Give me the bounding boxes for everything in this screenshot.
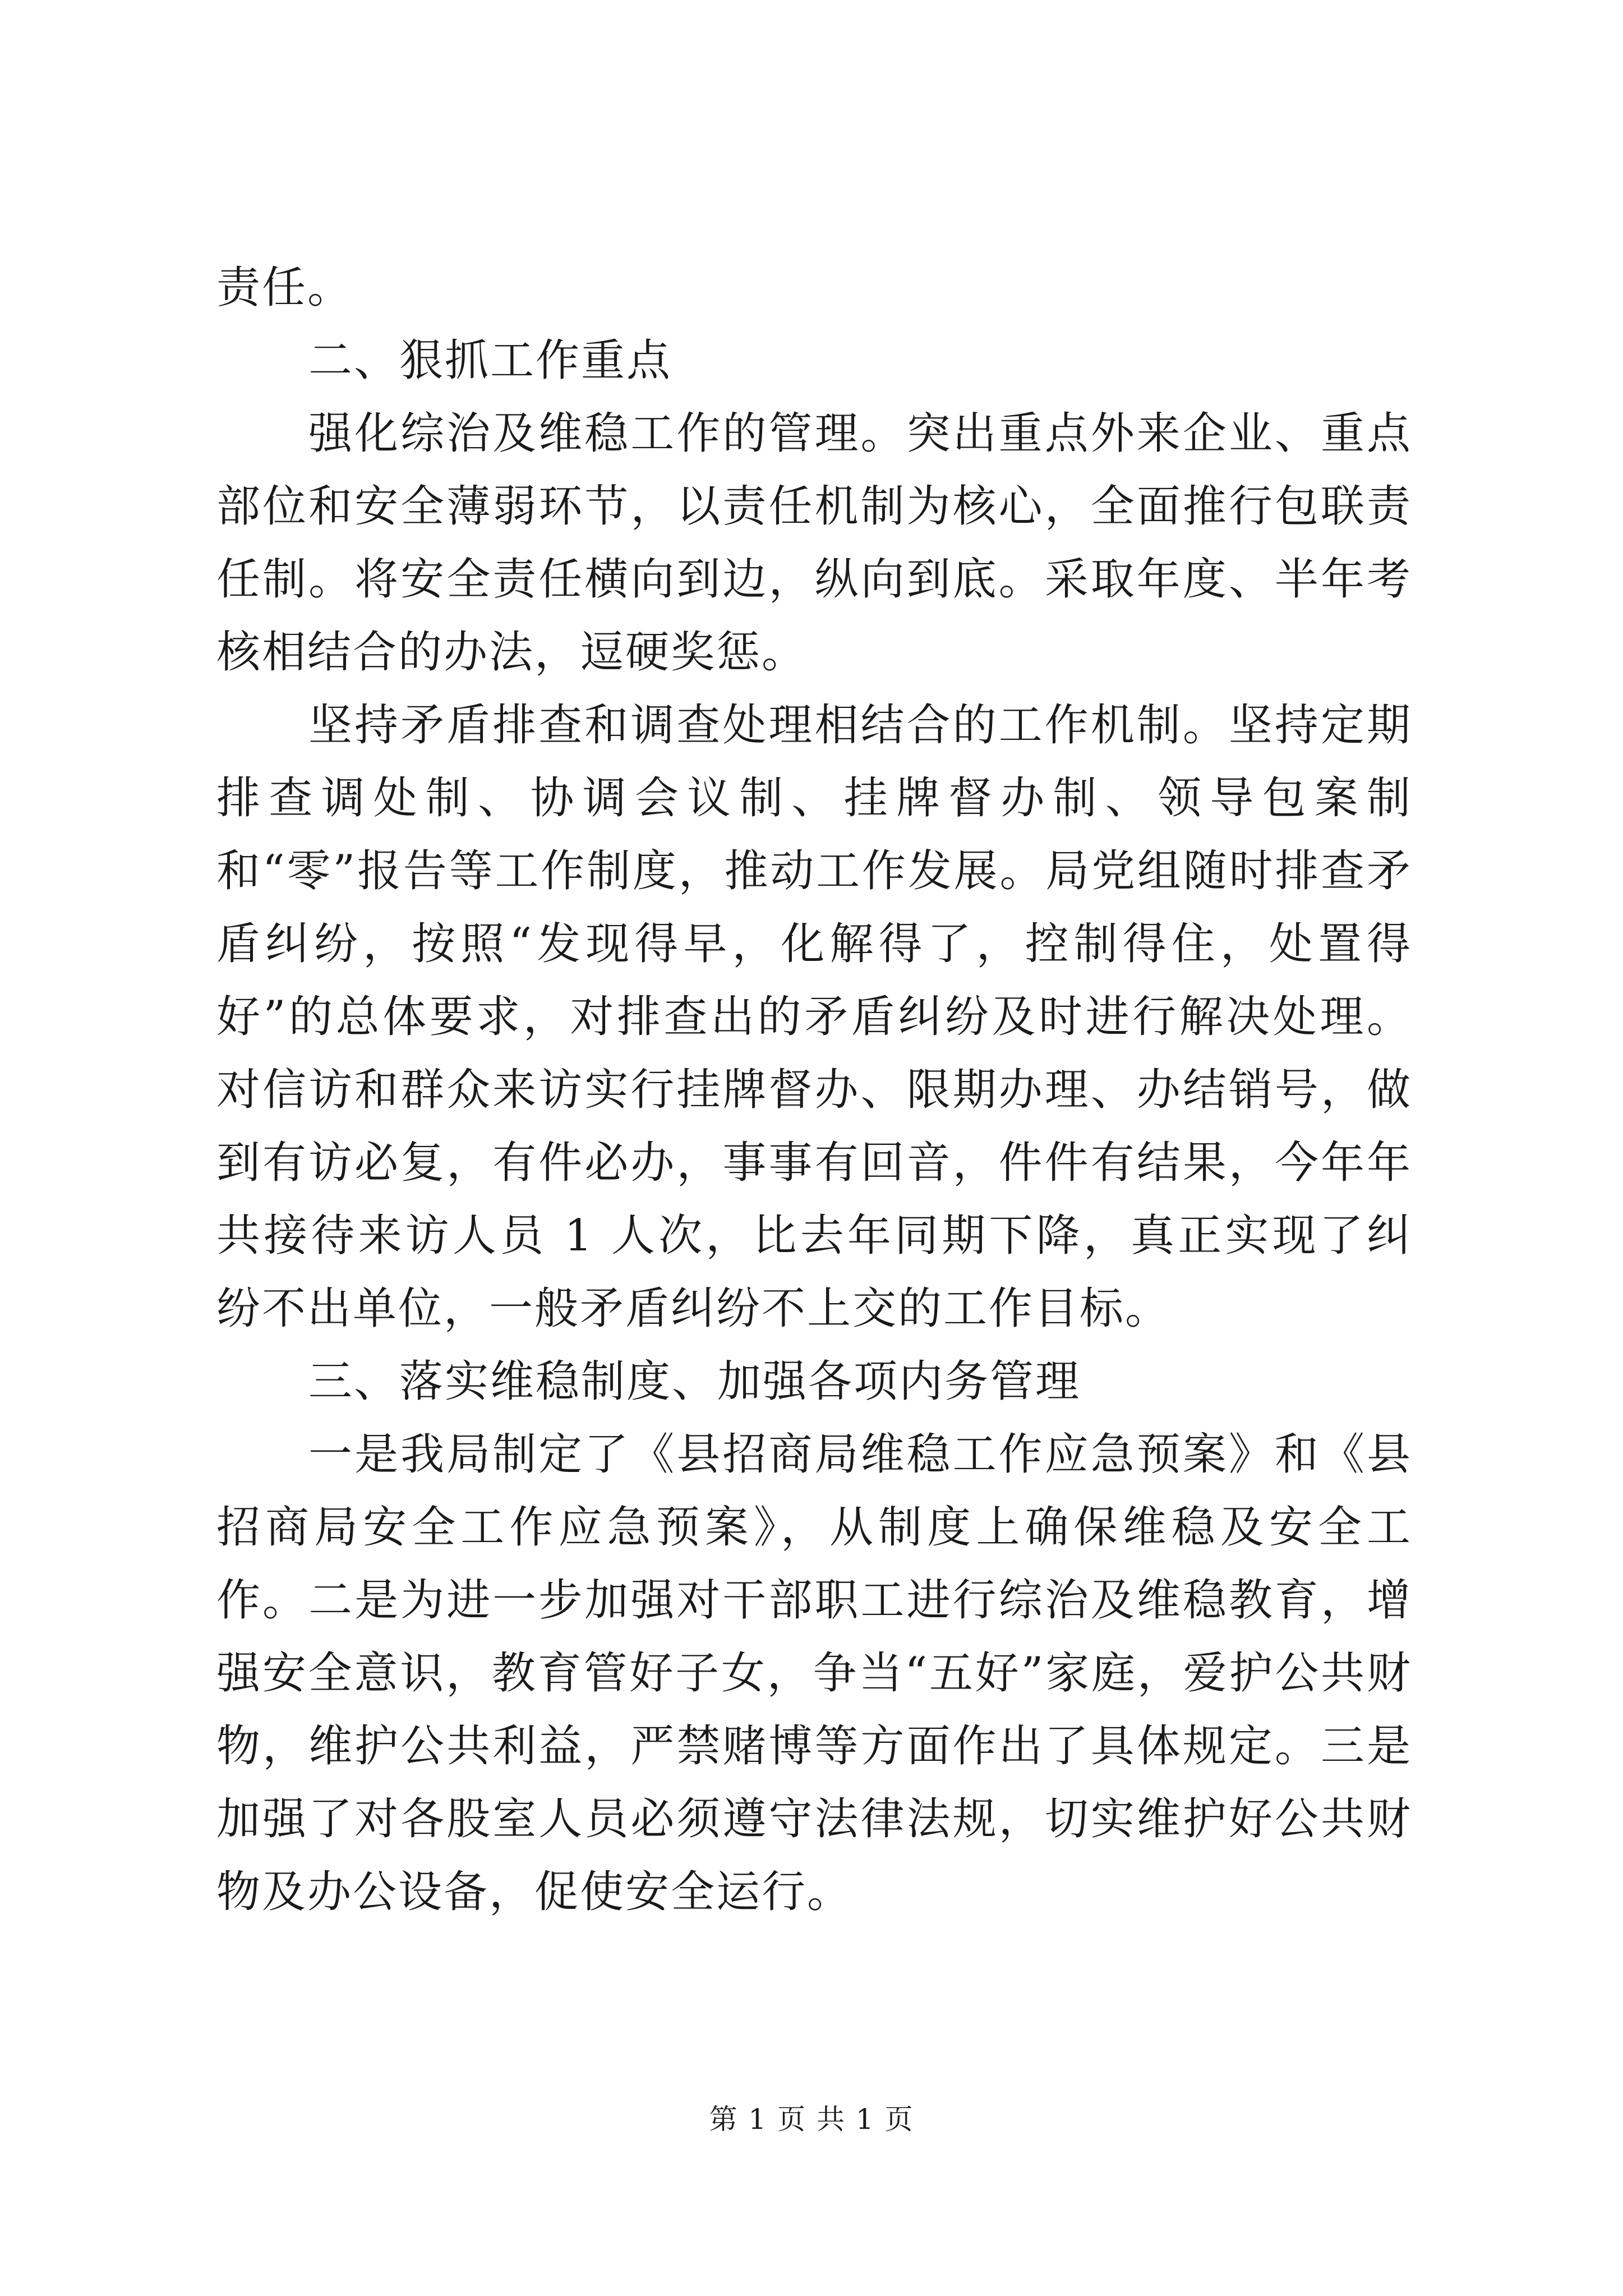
paragraph-continuation: 责任。	[216, 263, 353, 313]
page-footer: 第 1 页 共 1 页	[709, 2103, 914, 2136]
paragraph-management: 强化综治及维稳工作的管理。突出重点外来企业、重点部位和安全薄弱环节，以责任机制为核心，全面推行包联责任制。将安全责任横向到边，纵向到底。采取年度、半年考核相结合的办法，逗硬奖惩。	[216, 408, 1412, 678]
paragraph-regulations: 一是我局制定了《县招商局维稳工作应急预案》和《县招商局安全工作应急预案》，从制度上确保维稳及安全工作。二是为进一步加强对干部职工进行综治及维稳教育，增强安全意识，教育管好子女，争当“五好”家庭，爱护公共财物，维护公共利益，严禁赌博等方面作出了具体规定。三是加强了对各股室人员必须遵守法律法规，切实维护好公共财物及办公设备，促使安全运行。	[216, 1429, 1412, 1917]
paragraph-mechanism: 坚持矛盾排查和调查处理相结合的工作机制。坚持定期排查调处制、协调会议制、挂牌督办制、领导包案制和“零”报告等工作制度，推动工作发展。局党组随时排查矛盾纠纷，按照“发现得早，化解得了，控制得住，处置得好”的总体要求，对排查出的矛盾纠纷及时进行解决处理。对信访和群众来访实行挂牌督办、限期办理、办结销号，做到有访必复，有件必办，事事有回音，件件有结果，今年年共接待来访人员 1 人次，比去年同期下降，真正实现了纠纷不出单位，一般矛盾纠纷不上交的工作目标。	[216, 700, 1412, 1334]
section-heading-3: 三、落实维稳制度、加强各项内务管理	[308, 1356, 1081, 1407]
section-heading-2: 二、狠抓工作重点	[308, 335, 672, 386]
document-body	[216, 251, 1412, 1929]
